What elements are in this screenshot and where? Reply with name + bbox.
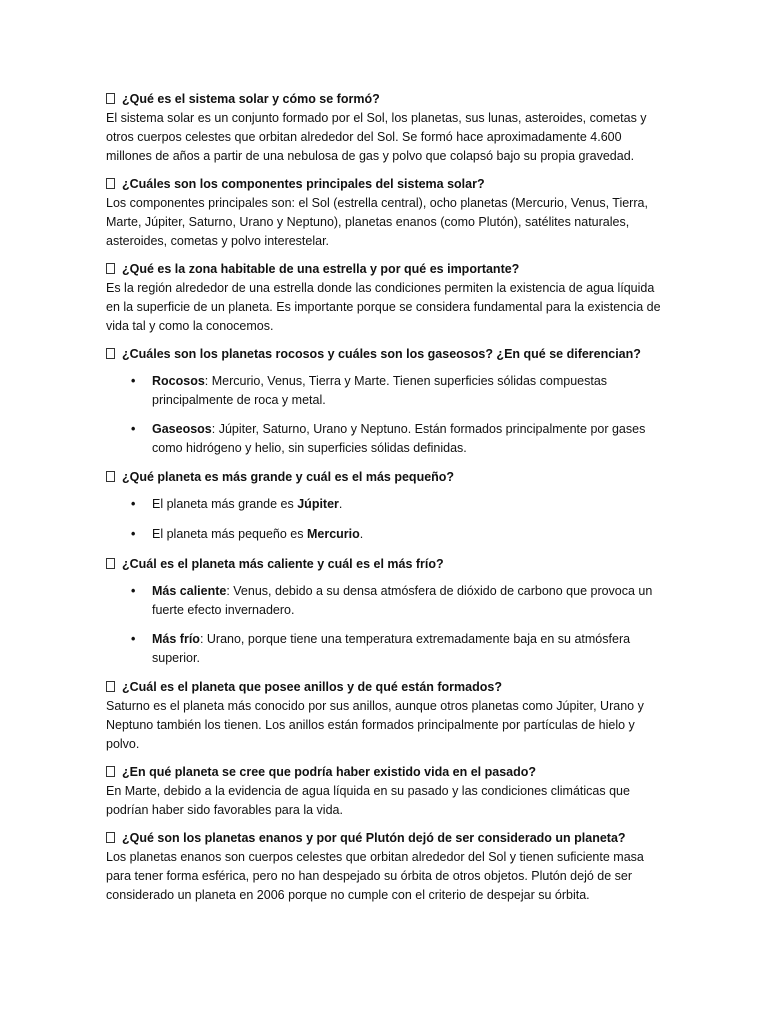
- missing-glyph-icon: [106, 471, 115, 482]
- bullet-icon: •: [131, 527, 136, 541]
- list-item: • Gaseosos: Júpiter, Saturno, Urano y Neptuno. Están formados principalmente por gases como hidrógeno y helio, sin superficies sólidas definidas.: [131, 422, 646, 455]
- bullet-icon: •: [131, 632, 136, 646]
- bullet-icon: •: [131, 584, 136, 598]
- answer-paragraph: Los planetas enanos son cuerpos celestes que orbitan alrededor del Sol y tienen suficiente masa para tener forma esférica, pero no han despejado su órbita de otros objetos. Plutón dejó de ser considerado un planeta en 2006 porque no cumple con el criterio de despejar su órbita.: [106, 850, 644, 902]
- question-heading: ¿Qué es la zona habitable de una estrella y por qué es importante?: [106, 260, 662, 279]
- answer-paragraph: Los componentes principales son: el Sol (estrella central), ocho planetas (Mercurio, Venus, Tierra, Marte, Júpiter, Saturno, Urano y Neptuno), planetas enanos (como Plutón), satélites naturales, asteroides, cometas y polvo interestelar.: [106, 196, 648, 248]
- qa-section: [106, 260, 662, 336]
- bullet-list: [106, 495, 662, 544]
- qa-section: [106, 763, 662, 820]
- list-item: • Más caliente: Venus, debido a su densa atmósfera de dióxido de carbono que provoca un fuerte efecto invernadero.: [131, 584, 653, 617]
- question-heading: ¿En qué planeta se cree que podría haber existido vida en el pasado?: [106, 763, 662, 782]
- question-heading: ¿Qué planeta es más grande y cuál es el más pequeño?: [106, 468, 662, 487]
- question-heading: ¿Qué es el sistema solar y cómo se formó?: [106, 90, 662, 109]
- answer-paragraph: En Marte, debido a la evidencia de agua líquida en su pasado y las condiciones climáticas que podrían haber sido favorables para la vida.: [106, 784, 630, 817]
- question-heading: ¿Cuál es el planeta más caliente y cuál es el más frío?: [106, 555, 662, 574]
- bullet-list: [106, 372, 662, 458]
- list-item: • El planeta más grande es Júpiter.: [106, 495, 662, 514]
- bullet-icon: •: [131, 374, 136, 388]
- qa-section: [106, 175, 662, 251]
- question-heading: ¿Cuáles son los componentes principales del sistema solar?: [106, 175, 662, 194]
- missing-glyph-icon: [106, 558, 115, 569]
- list-item: • Rocosos: Mercurio, Venus, Tierra y Marte. Tienen superficies sólidas compuestas principalmente de roca y metal.: [131, 374, 608, 407]
- missing-glyph-icon: [106, 348, 115, 359]
- bullet-list: [106, 582, 662, 668]
- bullet-icon: •: [131, 422, 136, 436]
- answer-paragraph: El sistema solar es un conjunto formado por el Sol, los planetas, sus lunas, asteroides, cometas y otros cuerpos celestes que orbitan alrededor del Sol. Se formó hace aproximadamente 4.600 millones de años a partir de una nebulosa de gas y polvo que colapsó bajo su propia gravedad.: [106, 111, 647, 163]
- qa-section: [106, 345, 662, 458]
- question-heading: ¿Qué son los planetas enanos y por qué Plutón dejó de ser considerado un planeta?: [106, 829, 662, 848]
- qa-section: [106, 468, 662, 544]
- bullet-icon: •: [131, 497, 136, 511]
- missing-glyph-icon: [106, 93, 115, 104]
- missing-glyph-icon: [106, 766, 115, 777]
- missing-glyph-icon: [106, 681, 115, 692]
- document-page: [106, 90, 662, 914]
- question-heading: ¿Cuál es el planeta que posee anillos y de qué están formados?: [106, 678, 662, 697]
- list-item: • Más frío: Urano, porque tiene una temperatura extremadamente baja en su atmósfera superior.: [131, 632, 631, 665]
- missing-glyph-icon: [106, 263, 115, 274]
- answer-paragraph: Saturno es el planeta más conocido por sus anillos, aunque otros planetas como Júpiter, Urano y Neptuno también los tienen. Los anillos están formados principalmente por partículas de hielo y polvo.: [106, 699, 644, 751]
- list-item: • El planeta más pequeño es Mercurio.: [106, 525, 662, 544]
- answer-paragraph: Es la región alrededor de una estrella donde las condiciones permiten la existencia de agua líquida en la superficie de un planeta. Es importante porque se considera fundamental para la existencia de vida tal y como la conocemos.: [106, 281, 661, 333]
- missing-glyph-icon: [106, 178, 115, 189]
- question-heading: ¿Cuáles son los planetas rocosos y cuáles son los gaseosos? ¿En qué se diferencian?: [106, 345, 662, 364]
- missing-glyph-icon: [106, 832, 115, 843]
- qa-section: [106, 678, 662, 754]
- qa-section: [106, 90, 662, 166]
- qa-section: [106, 829, 662, 905]
- qa-section: [106, 555, 662, 668]
